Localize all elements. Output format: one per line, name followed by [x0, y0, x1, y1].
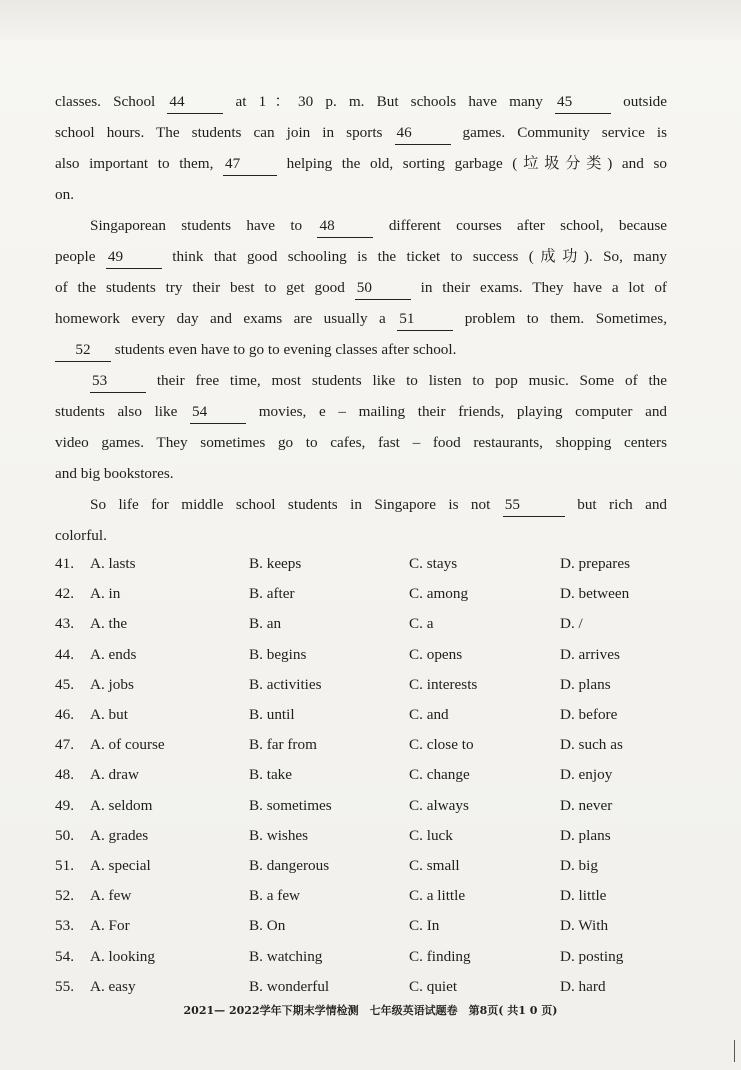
edge-mark [734, 1040, 735, 1062]
option-c: C. stays [409, 555, 458, 572]
option-b: B. On [249, 917, 286, 935]
option-a: A. in [90, 585, 121, 603]
question-number: 45. [55, 675, 74, 693]
option-d: D. plans [560, 675, 611, 693]
question-number: 43. [55, 615, 74, 633]
option-d: D. such as [560, 736, 623, 754]
passage-line: and big bookstores. [55, 465, 174, 482]
option-c: C. small [409, 857, 460, 874]
blank-54: 54 [190, 403, 246, 424]
passage-line: classes. School 44 at 1：30 p. m. But schools have many 45 outside [55, 86, 667, 117]
blank-46: 46 [395, 124, 451, 145]
question-number: 53. [55, 917, 74, 935]
question-number: 51. [55, 857, 74, 874]
question-row [55, 760, 675, 790]
question-row [55, 549, 675, 579]
option-b: B. a few [249, 887, 301, 905]
option-a: A. draw [90, 766, 139, 784]
question-row [55, 700, 675, 730]
option-c: C. a [409, 615, 434, 633]
question-row [55, 911, 675, 941]
option-c: C. finding [409, 947, 471, 965]
option-c: C. and [409, 706, 449, 723]
blank-45: 45 [555, 93, 611, 114]
option-b: B. keeps [249, 555, 302, 572]
passage-line: on. [55, 186, 74, 203]
option-a: A. looking [90, 947, 155, 965]
question-row [55, 670, 675, 700]
option-b: B. sometimes [249, 796, 332, 814]
option-d: D. prepares [560, 555, 630, 572]
blank-55: 55 [503, 496, 565, 517]
blank-47: 47 [223, 155, 277, 176]
option-a: A. few [90, 887, 132, 905]
option-d: D. arrives [560, 645, 620, 663]
option-c: C. close to [409, 736, 474, 754]
option-c: C. a little [409, 887, 466, 905]
option-d: D. before [560, 706, 618, 723]
question-number: 50. [55, 826, 74, 844]
option-a: A. grades [90, 826, 149, 844]
option-b: B. take [249, 766, 293, 784]
question-row [55, 972, 675, 1002]
question-row [55, 851, 675, 881]
question-number: 49. [55, 796, 74, 814]
blank-49: 49 [106, 248, 162, 269]
passage-line: also important to them, 47 helping the old, sorting garbage (垃圾分类) and so [55, 148, 667, 179]
passage-line: people 49 think that good schooling is the ticket to success (成功). So, many [55, 241, 667, 272]
option-b: B. begins [249, 645, 307, 663]
question-number: 42. [55, 585, 74, 603]
option-b: B. far from [249, 736, 317, 754]
option-c: C. always [409, 796, 469, 814]
option-a: A. seldom [90, 796, 153, 814]
passage-line: homework every day and exams are usually a 51 problem to them. Sometimes, [55, 303, 667, 334]
page-footer: 2021— 2022学年下期末学情检测 七年级英语试题卷 第8页( 共1 0 页) [183, 1004, 558, 1017]
question-number: 55. [55, 977, 74, 995]
option-d: D. plans [560, 826, 611, 844]
option-b: B. wonderful [249, 977, 330, 995]
option-a: A. easy [90, 977, 136, 995]
option-b: B. wishes [249, 826, 309, 844]
option-a: A. ends [90, 645, 137, 663]
option-a: A. lasts [90, 555, 136, 572]
option-d: D. / [560, 615, 583, 633]
option-d: D. hard [560, 977, 606, 995]
question-number: 44. [55, 645, 74, 663]
passage-part-1 [55, 86, 667, 551]
option-c: C. luck [409, 826, 453, 844]
passage-line: Singaporean students have to 48 different courses after school, because [55, 210, 667, 241]
option-d: D. With [560, 917, 609, 935]
option-b: B. activities [249, 675, 322, 693]
question-number: 46. [55, 706, 74, 723]
blank-48: 48 [317, 217, 373, 238]
question-row [55, 640, 675, 670]
option-c: C. In [409, 917, 440, 935]
question-number: 41. [55, 555, 74, 572]
passage-line: So life for middle school students in Singapore is not 55 but rich and [55, 489, 667, 520]
question-row [55, 609, 675, 639]
blank-52: 52 [55, 341, 111, 362]
option-c: C. quiet [409, 977, 458, 995]
option-d: D. between [560, 585, 630, 603]
question-row [55, 730, 675, 760]
option-b: B. watching [249, 947, 323, 965]
question-number: 52. [55, 887, 74, 905]
question-number: 48. [55, 766, 74, 784]
option-a: A. of course [90, 736, 165, 754]
passage-line: 52 students even have to go to evening classes after school. [55, 334, 667, 365]
option-c: C. interests [409, 675, 478, 693]
passage-line: school hours. The students can join in sports 46 games. Community service is [55, 117, 667, 148]
question-number: 54. [55, 947, 74, 965]
option-a: A. For [90, 917, 130, 935]
option-a: A. the [90, 615, 128, 633]
option-c: C. among [409, 585, 469, 603]
option-d: D. enjoy [560, 766, 613, 784]
top-shadow [0, 0, 741, 40]
passage-line: 53 their free time, most students like to listen to pop music. Some of the [55, 365, 667, 396]
option-c: C. opens [409, 645, 463, 663]
option-d: D. never [560, 796, 613, 814]
question-row [55, 942, 675, 972]
option-b: B. dangerous [249, 857, 330, 874]
option-d: D. little [560, 887, 607, 905]
option-b: B. after [249, 585, 295, 603]
option-a: A. special [90, 857, 151, 874]
blank-44: 44 [167, 93, 223, 114]
passage-line: of the students try their best to get good 50 in their exams. They have a lot of [55, 272, 667, 303]
blank-50: 50 [355, 279, 411, 300]
question-row [55, 881, 675, 911]
option-d: D. posting [560, 947, 624, 965]
option-b: B. until [249, 706, 295, 723]
passage-line: students also like 54 movies, e – mailing their friends, playing computer and [55, 396, 667, 427]
option-b: B. an [249, 615, 282, 633]
option-a: A. but [90, 706, 128, 723]
question-number: 47. [55, 736, 74, 754]
passage-line: colorful. [55, 527, 107, 544]
option-c: C. change [409, 766, 470, 784]
option-a: A. jobs [90, 675, 134, 693]
option-d: D. big [560, 857, 598, 874]
question-row [55, 791, 675, 821]
blank-53: 53 [90, 372, 146, 393]
question-row [55, 579, 675, 609]
question-row [55, 821, 675, 851]
blank-51: 51 [397, 310, 453, 331]
passage-line: video games. They sometimes go to cafes, fast – food restaurants, shopping centers [55, 434, 667, 451]
